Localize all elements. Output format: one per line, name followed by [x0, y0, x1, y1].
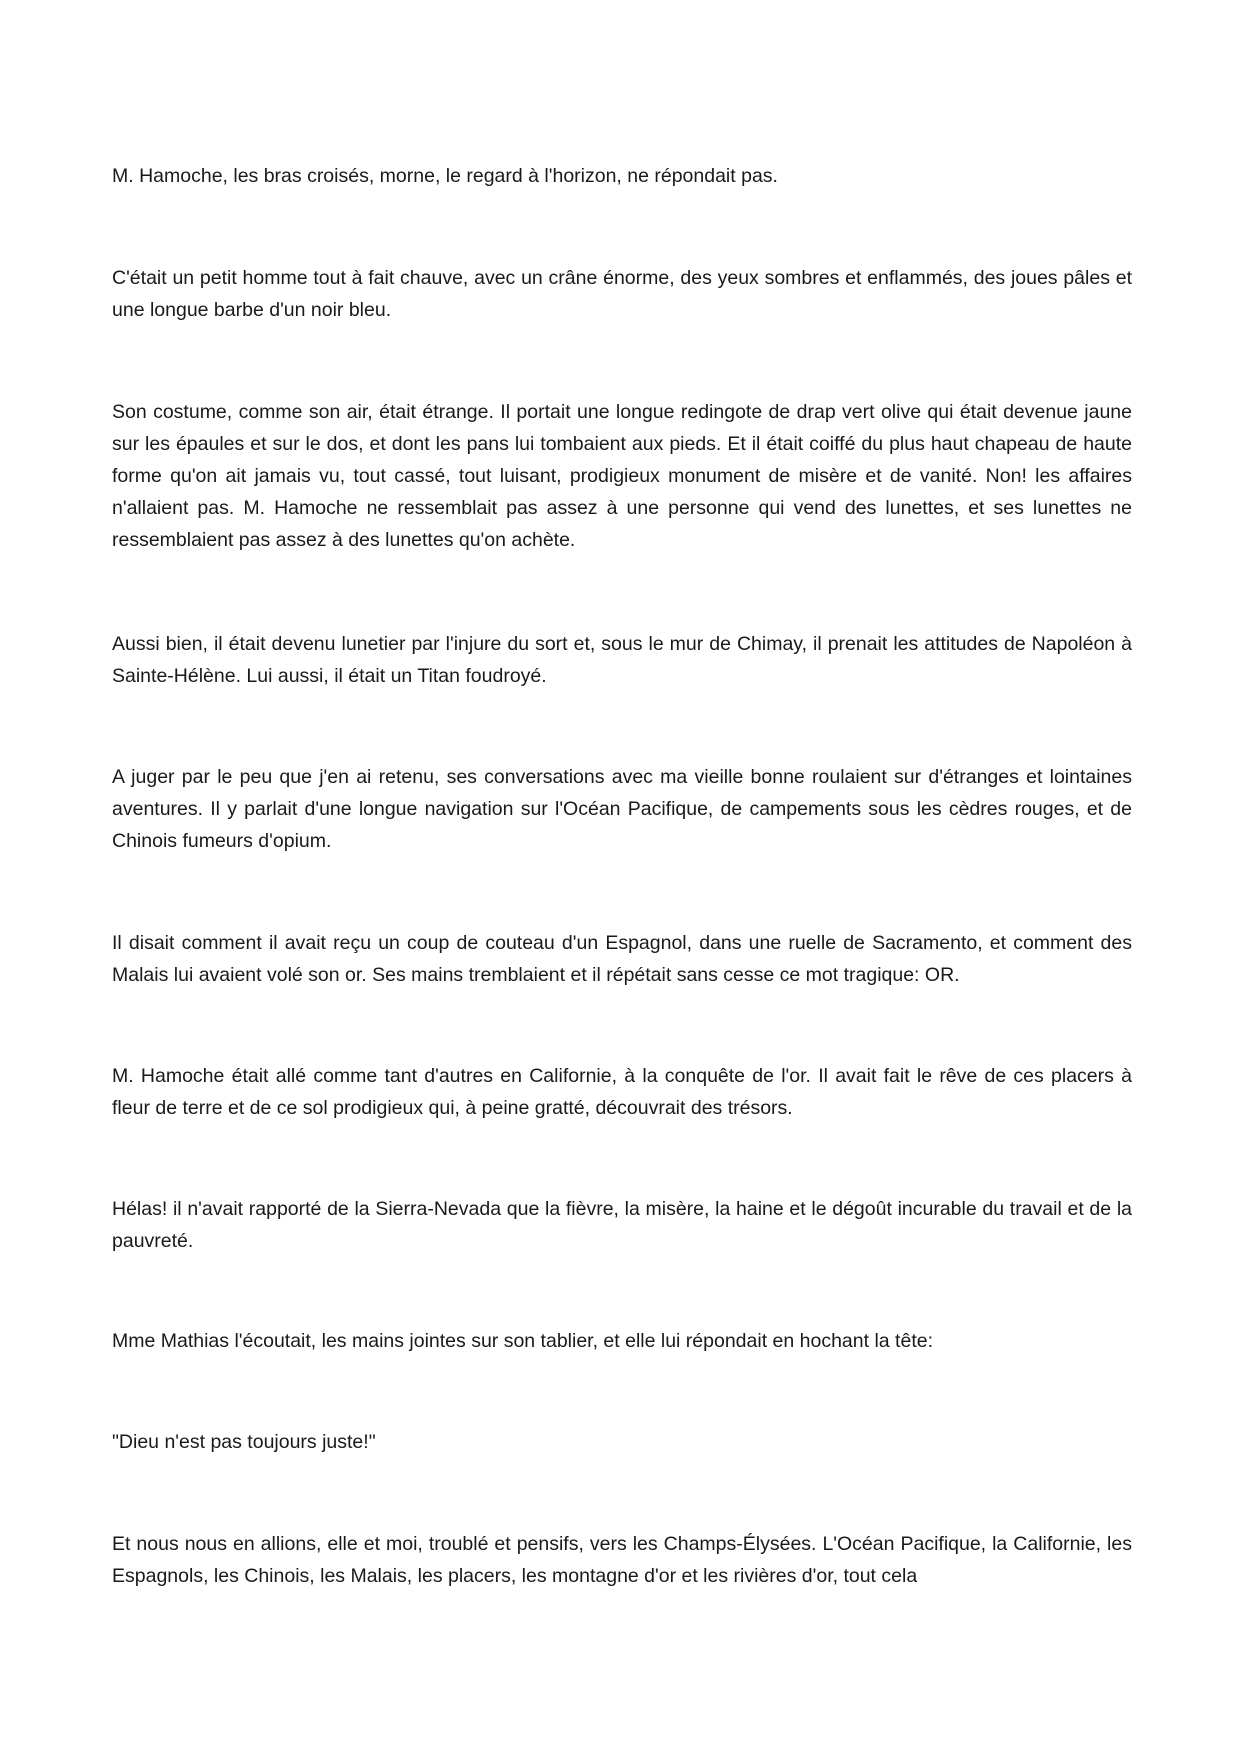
paragraph-lunetier: Aussi bien, il était devenu lunetier par l'injure du sort et, sous le mur de Chimay, il prenait les attitudes de Napoléon à Sainte-Hélène. Lui aussi, il était un Titan foudroyé. [112, 633, 1132, 687]
paragraph-conversations: A juger par le peu que j'en ai retenu, ses conversations avec ma vieille bonne roulaient sur d'étranges et lointaines aventures. Il y parlait d'une longue navigation sur l'Océan Pacifique, de campements sous les cèdres rouges, et de Chinois fumeurs d'opium. [112, 766, 1132, 852]
paragraph-champs-elysees: Et nous nous en allions, elle et moi, troublé et pensifs, vers les Champs-Élysées. L'Océan Pacifique, la Californie, les Espagnols, les Chinois, les Malais, les placers, les montagne d'or et les rivières d'or, tout cela [112, 1533, 1132, 1587]
paragraph-hamoche-description: C'était un petit homme tout à fait chauve, avec un crâne énorme, des yeux sombres et enflammés, des joues pâles et une longue barbe d'un noir bleu. [112, 267, 1132, 321]
paragraph-sierra-nevada: Hélas! il n'avait rapporté de la Sierra-Nevada que la fièvre, la misère, la haine et le dégoût incurable du travail et de la pauvreté. [112, 1198, 1132, 1252]
paragraph-costume: Son costume, comme son air, était étrange. Il portait une longue redingote de drap vert olive qui était devenue jaune sur les épaules et sur le dos, et dont les pans lui tombaient aux pieds. Et il était coiffé du plus haut chapeau de haute forme qu'on ait jamais vu, tout cassé, tout luisant, prodigieux monument de misère et de vanité. Non! les affaires n'allaient pas. M. Hamoche ne ressemblait pas assez à une personne qui vend des lunettes, et ses lunettes ne ressemblaient pas assez à des lunettes qu'on achète. [112, 401, 1132, 551]
paragraph-espagnol: Il disait comment il avait reçu un coup de couteau d'un Espagnol, dans une ruelle de Sacramento, et comment des Malais lui avaient volé son or. Ses mains tremblaient et il répétait sans cesse ce mot tragique: OR. [112, 932, 1132, 986]
paragraph-mme-mathias: Mme Mathias l'écoutait, les mains jointes sur son tablier, et elle lui répondait en hochant la tête: [112, 1330, 933, 1352]
paragraph-dieu-quote: "Dieu n'est pas toujours juste!" [112, 1431, 376, 1453]
paragraph-hamoche-silent: M. Hamoche, les bras croisés, morne, le regard à l'horizon, ne répondait pas. [112, 165, 778, 187]
paragraph-californie: M. Hamoche était allé comme tant d'autres en Californie, à la conquête de l'or. Il avait fait le rêve de ces placers à fleur de terre et de ce sol prodigieux qui, à peine gratté, découvrait des trésors. [112, 1065, 1132, 1119]
